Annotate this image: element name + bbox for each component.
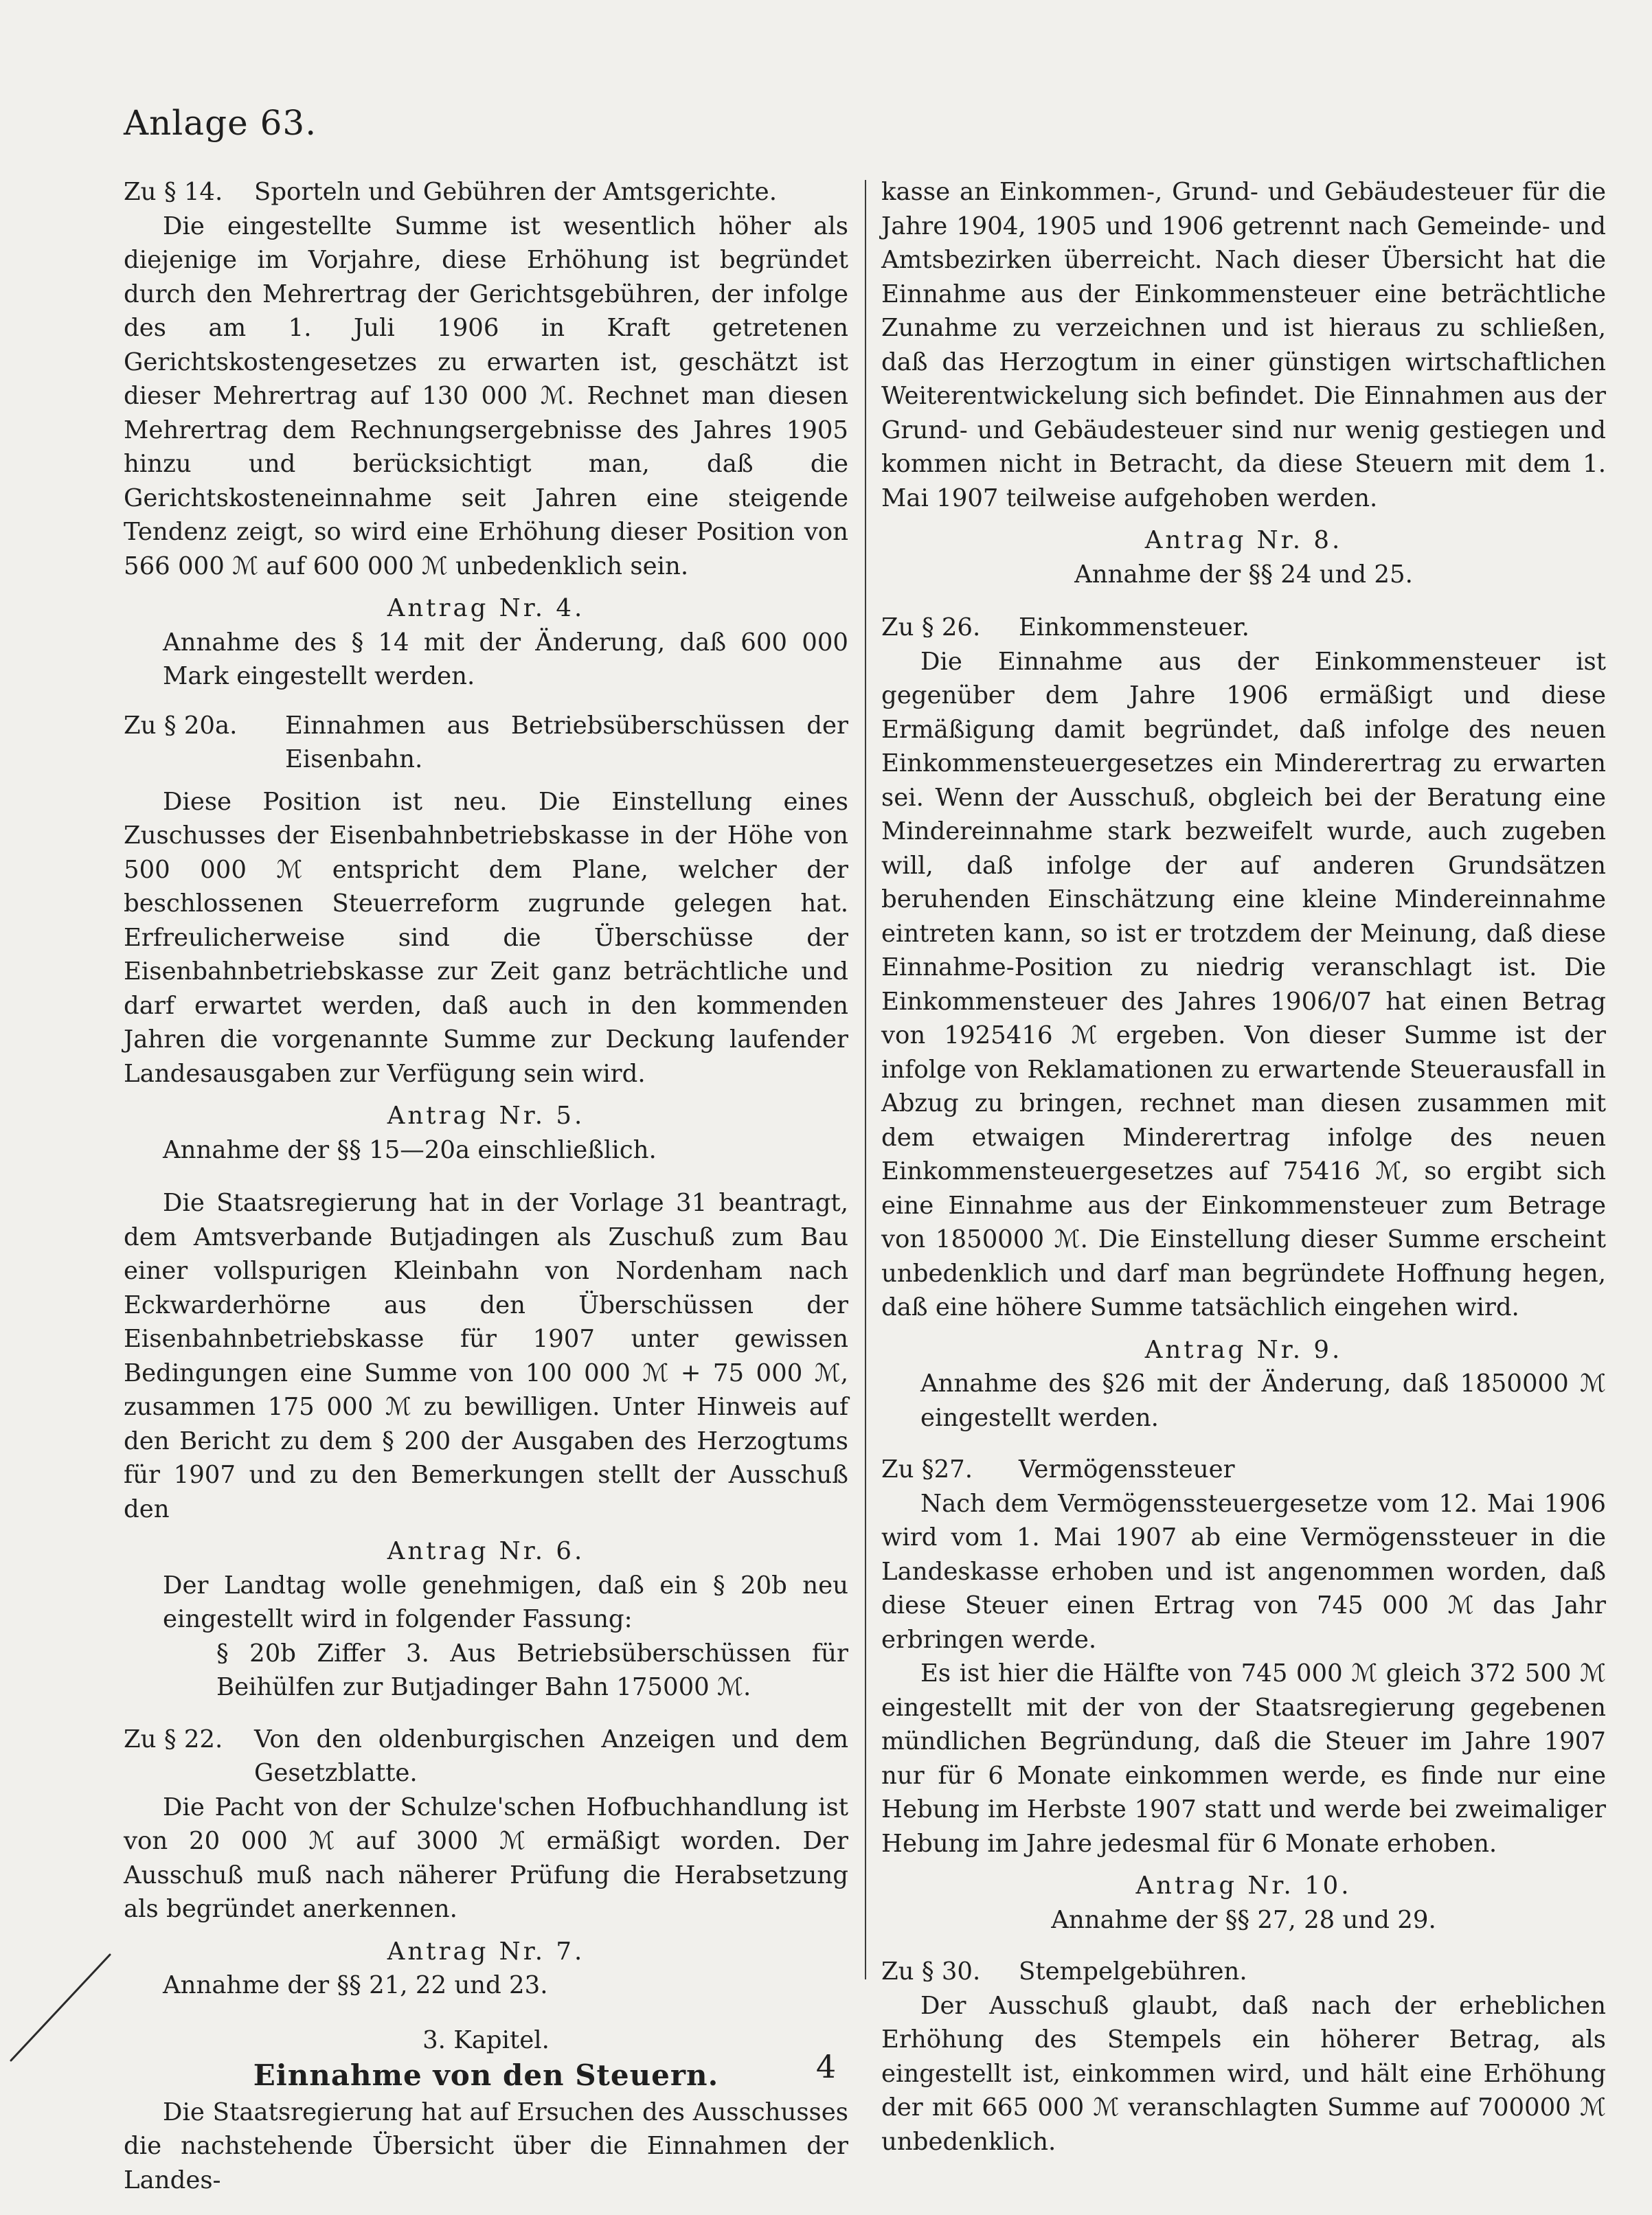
page-number: 4	[815, 2048, 837, 2085]
antrag-heading: Antrag Nr. 6.	[387, 1537, 585, 1565]
resolution: Annahme der §§ 21, 22 und 23.	[163, 1971, 548, 1999]
paragraph: Nach dem Vermögenssteuergesetze vom 12. Mai 1906 wird vom 1. Mai 1907 ab eine Vermögenssteuer in die Landeskasse erhoben und ist angenommen worden, daß diese Steuer einen Ertrag von 745 000 ℳ das Jahr erbringen werde.	[881, 1489, 1606, 1654]
resolution: Der Landtag wolle genehmigen, daß ein § 20b neu eingestellt wird in folgender Fassung:	[163, 1571, 848, 1633]
section-heading-s30	[881, 1955, 1606, 1989]
section-title: Von den oldenburgischen Anzeigen und dem Gesetzblatte.	[254, 1725, 848, 1787]
paragraph: Die Staatsregierung hat auf Ersuchen des Ausschusses die nachstehende Übersicht über die Einnahmen der Landes-	[124, 2098, 848, 2194]
left-column	[124, 175, 848, 2197]
section-label: Zu § 20a.	[124, 711, 238, 740]
paragraph: Der Ausschuß glaubt, daß nach der erheblichen Erhöhung des Stempels ein höherer Betrag, als eingestellt ist, einkommen wird, und hält eine Erhöhung der mit 665 000 ℳ veranschlagten Summe auf 700000 ℳ unbedenklich.	[881, 1991, 1606, 2156]
paragraph: Es ist hier die Hälfte von 745 000 ℳ gleich 372 500 ℳ eingestellt mit der von der Staatsregierung gegebenen mündlichen Begründung, daß die Steuer im Jahre 1907 nur für 6 Monate einkommen werde, es finde nur eine Hebung im Herbste 1907 statt und werde bei zweimaliger Hebung im Jahre jedesmal für 6 Monate erhoben.	[881, 1659, 1606, 1858]
resolution: Annahme der §§ 15—20a einschließlich.	[163, 1135, 657, 1164]
section-heading-s27	[881, 1453, 1606, 1487]
antrag-heading: Antrag Nr. 10.	[1135, 1872, 1352, 1900]
right-column	[881, 175, 1606, 2159]
page-header: Anlage 63.	[124, 103, 317, 143]
paragraph: Diese Position ist neu. Die Einstellung eines Zuschusses der Eisenbahnbetriebskasse in der Höhe von 500 000 ℳ entspricht dem Plane, welcher der beschlossenen Steuerreform zugrunde gelegen hat. Erfreulicherweise sind die Überschüsse der Eisenbahnbetriebskasse zur Zeit ganz beträchtliche und darf erwartet werden, daß auch in den kommenden Jahren die vorgenannte Summe zur Deckung laufender Landesausgaben zur Verfügung sein wird.	[124, 787, 848, 1088]
chapter-title: Einnahme von den Steuern.	[253, 2058, 719, 2092]
section-heading-s22	[124, 1723, 848, 1791]
section-label: Zu § 14.	[124, 178, 223, 206]
paragraph: Die Pacht von der Schulze'schen Hofbuchhandlung ist von 20 000 ℳ auf 3000 ℳ ermäßigt worden. Der Ausschuß muß nach näherer Prüfung die Herabsetzung als begründet anerkennen.	[124, 1793, 848, 1923]
resolution: Annahme des §26 mit der Änderung, daß 1850000 ℳ eingestellt werden.	[920, 1370, 1606, 1432]
paragraph: Die eingestellte Summe ist wesentlich höher als diejenige im Vorjahre, diese Erhöhung ist begründet durch den Mehrertrag der Gerichtsgebühren, der infolge des am 1. Juli 1906 in Kraft getretenen Gerichtskostengesetzes zu erwarten ist, geschätzt ist dieser Mehrertrag auf 130 000 ℳ. Rechnet man diesen Mehrertrag dem Rechnungsergebnisse des Jahres 1905 hinzu und berücksichtigt man, daß die Gerichtskosteneinnahme seit Jahren eine steigende Tendenz zeigt, so wird eine Erhöhung dieser Position von 566 000 ℳ auf 600 000 ℳ unbedenklich sein.	[124, 212, 848, 580]
resolution: Annahme des § 14 mit der Änderung, daß 600 000 Mark eingestellt werden.	[163, 628, 848, 690]
section-label: Zu §27.	[881, 1455, 973, 1484]
section-label: Zu § 26.	[881, 613, 981, 641]
section-heading-s14	[124, 175, 848, 209]
resolution-quote: § 20b Ziffer 3. Aus Betriebsüberschüssen für Beihülfen zur Butjadinger Bahn 175000 ℳ.	[216, 1639, 848, 1701]
section-title: Einkommensteuer.	[1019, 613, 1249, 641]
section-title: Sporteln und Gebühren der Amtsgerichte.	[254, 178, 777, 206]
resolution: Annahme der §§ 27, 28 und 29.	[1051, 1905, 1436, 1934]
paragraph: kasse an Einkommen-, Grund- und Gebäudesteuer für die Jahre 1904, 1905 und 1906 getrennt nach Gemeinde- und Amtsbezirken überreicht. Nach dieser Übersicht hat die Einnahme aus der Einkommensteuer eine beträchtliche Zunahme zu verzeichnen und ist hieraus zu schließen, daß das Herzogtum in einer günstigen wirtschaftlichen Weiterentwickelung sich befindet. Die Einnahmen aus der Grund- und Gebäudesteuer sind nur wenig gestiegen und kommen nicht in Betracht, da diese Steuern mit dem 1. Mai 1907 teilweise aufgehoben werden.	[881, 178, 1606, 512]
section-label: Zu § 30.	[881, 1957, 981, 1986]
chapter-number: 3. Kapitel.	[422, 2025, 550, 2054]
antrag-heading: Antrag Nr. 4.	[387, 594, 585, 622]
paragraph: Die Staatsregierung hat in der Vorlage 31 beantragt, dem Amtsverbande Butjadingen als Zuschuß zum Bau einer vollspurigen Kleinbahn von Nordenham nach Eckwarderhörne aus den Überschüssen der Eisenbahnbetriebskasse für 1907 unter gewissen Bedingungen eine Summe von 100 000 ℳ + 75 000 ℳ, zusammen 175 000 ℳ zu bewilligen. Unter Hinweis auf den Bericht zu dem § 200 der Ausgaben des Herzogtums für 1907 und zu den Bemerkungen stellt der Ausschuß den	[124, 1189, 848, 1523]
section-title: Stempelgebühren.	[1019, 1957, 1247, 1986]
antrag-heading: Antrag Nr. 9.	[1144, 1335, 1343, 1364]
pen-stroke-mark	[7, 1949, 117, 2066]
section-title: Einnahmen aus Betriebsüberschüssen der Eisenbahn.	[285, 711, 848, 773]
antrag-heading: Antrag Nr. 8.	[1144, 526, 1343, 554]
section-label: Zu § 22.	[124, 1725, 223, 1753]
column-divider	[865, 180, 866, 1979]
paragraph: Die Einnahme aus der Einkommensteuer ist gegenüber dem Jahre 1906 ermäßigt und diese Ermäßigung damit begründet, daß infolge des neuen Einkommensteuergesetzes ein Minderertrag zu erwarten sei. Wenn der Ausschuß, obgleich bei der Beratung eine Mindereinnahme stark bezweifelt wurde, auch zugeben will, daß infolge der auf anderen Grundsätzen beruhenden Einschätzung eine kleine Mindereinnahme eintreten kann, so ist er trotzdem der Meinung, daß diese Einnahme-Position zu niedrig veranschlagt ist. Die Einkommensteuer des Jahres 1906/07 hat einen Betrag von 1925416 ℳ ergeben. Von dieser Summe ist der infolge von Reklamationen zu erwartende Steuerausfall in Abzug zu bringen, rechnet man diesen zusammen mit dem etwaigen Minderertrag infolge des neuen Einkommensteuergesetzes auf 75416 ℳ, so ergibt sich eine Einnahme aus der Einkommensteuer zum Betrage von 1850000 ℳ. Die Einstellung dieser Summe erscheint unbedenklich und darf man begründete Hoffnung hegen, daß eine höhere Summe tatsächlich eingehen wird.	[881, 647, 1606, 1321]
section-heading-s26	[881, 611, 1606, 645]
section-heading-s20a	[124, 709, 848, 777]
antrag-heading: Antrag Nr. 5.	[387, 1102, 585, 1130]
resolution: Annahme der §§ 24 und 25.	[1074, 560, 1413, 589]
section-title: Vermögenssteuer	[1019, 1455, 1235, 1484]
antrag-heading: Antrag Nr. 7.	[387, 1937, 585, 1966]
